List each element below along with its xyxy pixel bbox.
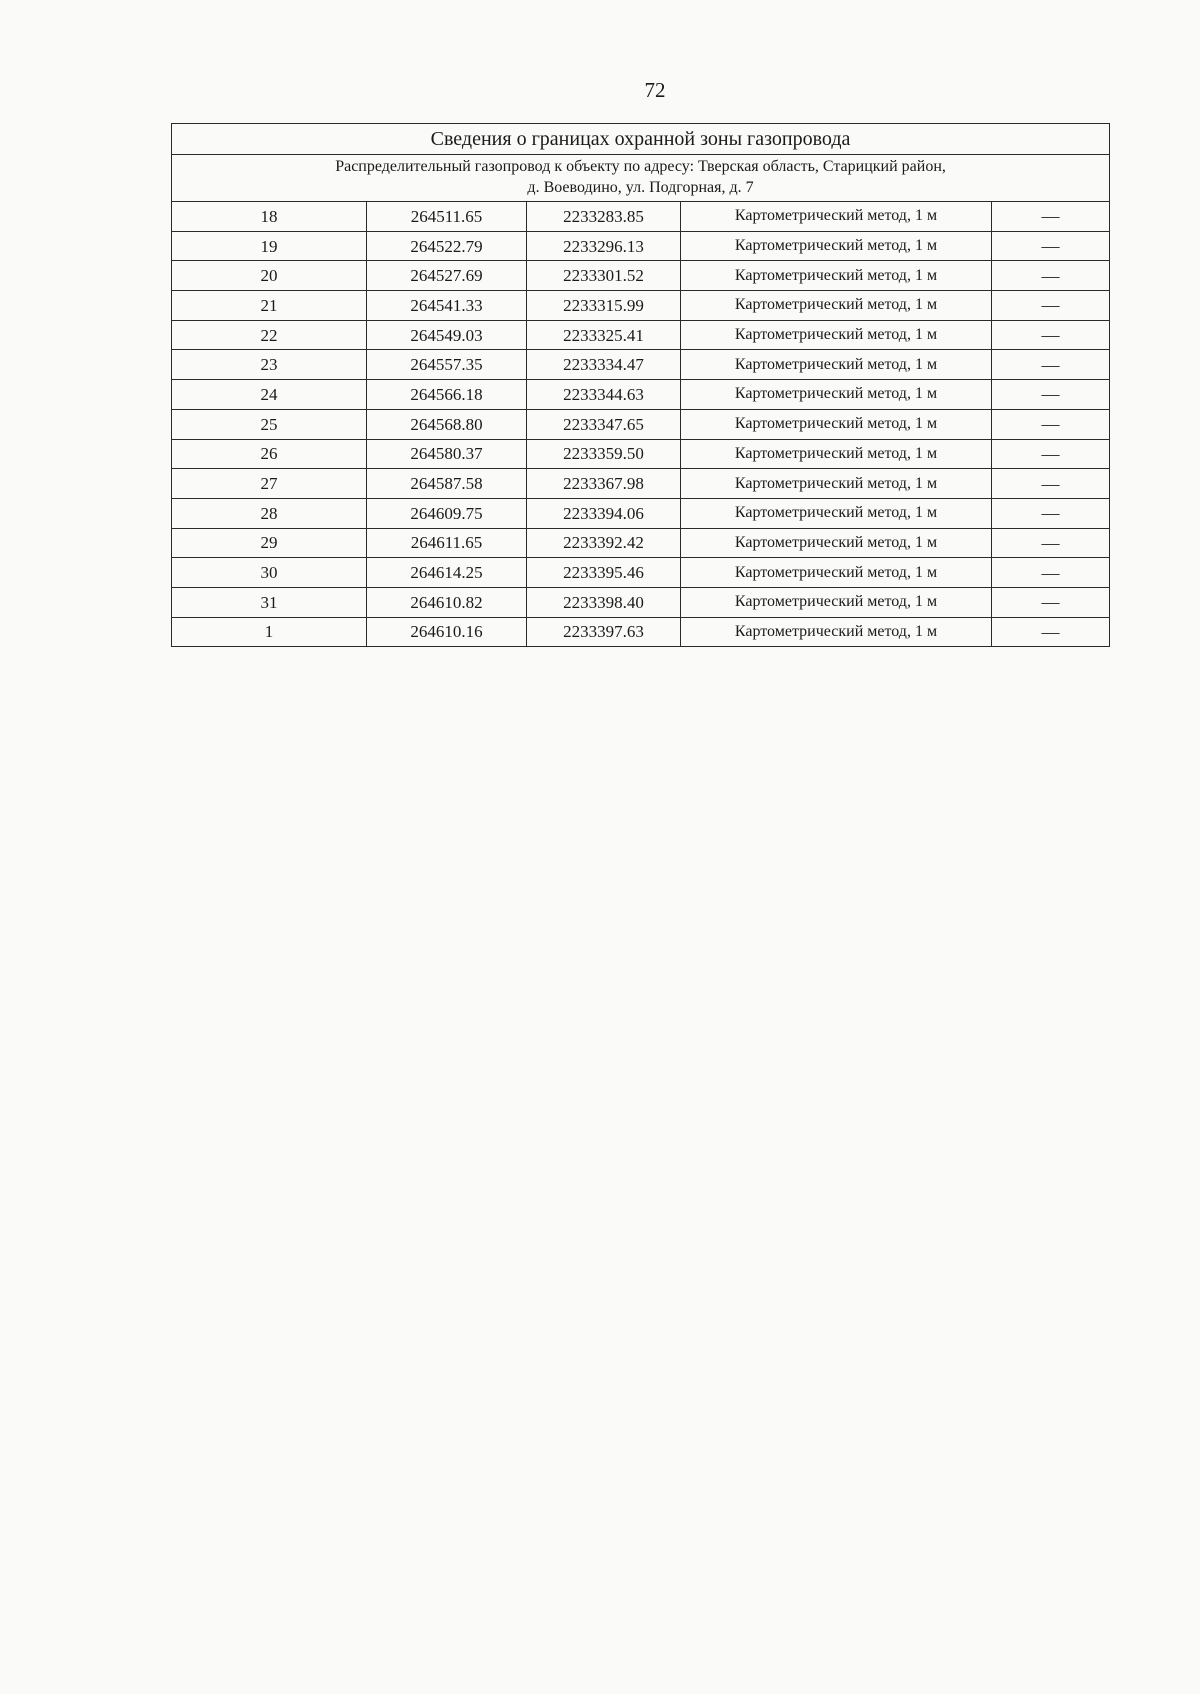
point-number-cell: 1	[172, 617, 367, 647]
table-subtitle-line2: д. Воеводино, ул. Подгорная, д. 7	[527, 179, 754, 196]
method-cell: Картометрический метод, 1 м	[681, 498, 992, 528]
x-coordinate-cell: 264549.03	[367, 320, 527, 350]
x-coordinate-cell: 264587.58	[367, 469, 527, 499]
y-coordinate-cell: 2233398.40	[527, 587, 681, 617]
table-title-row	[172, 124, 1110, 155]
y-coordinate-cell: 2233394.06	[527, 498, 681, 528]
point-number-cell: 20	[172, 261, 367, 291]
point-number-cell: 24	[172, 380, 367, 410]
note-cell: —	[992, 320, 1110, 350]
y-coordinate-cell: 2233334.47	[527, 350, 681, 380]
method-cell: Картометрический метод, 1 м	[681, 291, 992, 321]
note-cell: —	[992, 231, 1110, 261]
point-number-cell: 19	[172, 231, 367, 261]
method-cell: Картометрический метод, 1 м	[681, 558, 992, 588]
y-coordinate-cell: 2233283.85	[527, 202, 681, 232]
note-cell: —	[992, 528, 1110, 558]
x-coordinate-cell: 264611.65	[367, 528, 527, 558]
point-number-cell: 25	[172, 409, 367, 439]
table-row	[172, 291, 1110, 321]
method-cell: Картометрический метод, 1 м	[681, 261, 992, 291]
y-coordinate-cell: 2233347.65	[527, 409, 681, 439]
note-cell: —	[992, 469, 1110, 499]
y-coordinate-cell: 2233395.46	[527, 558, 681, 588]
x-coordinate-cell: 264614.25	[367, 558, 527, 588]
table-subtitle-line1: Распределительный газопровод к объекту по адресу: Тверская область, Старицкий район,	[335, 158, 946, 176]
table-subtitle	[172, 155, 1110, 202]
point-number-cell: 22	[172, 320, 367, 350]
y-coordinate-cell: 2233325.41	[527, 320, 681, 350]
method-cell: Картометрический метод, 1 м	[681, 439, 992, 469]
x-coordinate-cell: 264566.18	[367, 380, 527, 410]
table-row	[172, 528, 1110, 558]
x-coordinate-cell: 264511.65	[367, 202, 527, 232]
y-coordinate-cell: 2233397.63	[527, 617, 681, 647]
point-number-cell: 23	[172, 350, 367, 380]
note-cell: —	[992, 380, 1110, 410]
y-coordinate-cell: 2233315.99	[527, 291, 681, 321]
method-cell: Картометрический метод, 1 м	[681, 528, 992, 558]
note-cell: —	[992, 350, 1110, 380]
point-number-cell: 27	[172, 469, 367, 499]
method-cell: Картометрический метод, 1 м	[681, 469, 992, 499]
y-coordinate-cell: 2233301.52	[527, 261, 681, 291]
x-coordinate-cell: 264610.16	[367, 617, 527, 647]
point-number-cell: 28	[172, 498, 367, 528]
page-number: 72	[644, 78, 666, 102]
method-cell: Картометрический метод, 1 м	[681, 380, 992, 410]
x-coordinate-cell: 264522.79	[367, 231, 527, 261]
table-row	[172, 320, 1110, 350]
note-cell: —	[992, 558, 1110, 588]
table-row	[172, 439, 1110, 469]
table-body	[172, 124, 1110, 647]
method-cell: Картометрический метод, 1 м	[681, 320, 992, 350]
note-cell: —	[992, 261, 1110, 291]
method-cell: Картометрический метод, 1 м	[681, 617, 992, 647]
table-row	[172, 261, 1110, 291]
table-row	[172, 587, 1110, 617]
y-coordinate-cell: 2233392.42	[527, 528, 681, 558]
table-row	[172, 409, 1110, 439]
y-coordinate-cell: 2233367.98	[527, 469, 681, 499]
table-row	[172, 350, 1110, 380]
table-row	[172, 469, 1110, 499]
note-cell: —	[992, 202, 1110, 232]
point-number-cell: 26	[172, 439, 367, 469]
boundary-coordinates-table	[171, 123, 1110, 647]
table-row	[172, 558, 1110, 588]
table-row	[172, 231, 1110, 261]
x-coordinate-cell: 264580.37	[367, 439, 527, 469]
table-row	[172, 380, 1110, 410]
x-coordinate-cell: 264541.33	[367, 291, 527, 321]
table-subtitle-row	[172, 155, 1110, 202]
point-number-cell: 30	[172, 558, 367, 588]
method-cell: Картометрический метод, 1 м	[681, 350, 992, 380]
note-cell: —	[992, 409, 1110, 439]
method-cell: Картометрический метод, 1 м	[681, 231, 992, 261]
x-coordinate-cell: 264610.82	[367, 587, 527, 617]
point-number-cell: 18	[172, 202, 367, 232]
table-row	[172, 617, 1110, 647]
method-cell: Картометрический метод, 1 м	[681, 409, 992, 439]
table-row	[172, 498, 1110, 528]
method-cell: Картометрический метод, 1 м	[681, 587, 992, 617]
y-coordinate-cell: 2233344.63	[527, 380, 681, 410]
note-cell: —	[992, 617, 1110, 647]
table-title: Сведения о границах охранной зоны газопровода	[172, 124, 1110, 155]
note-cell: —	[992, 498, 1110, 528]
note-cell: —	[992, 291, 1110, 321]
x-coordinate-cell: 264568.80	[367, 409, 527, 439]
method-cell: Картометрический метод, 1 м	[681, 202, 992, 232]
x-coordinate-cell: 264527.69	[367, 261, 527, 291]
table-row	[172, 202, 1110, 232]
note-cell: —	[992, 587, 1110, 617]
point-number-cell: 31	[172, 587, 367, 617]
point-number-cell: 21	[172, 291, 367, 321]
y-coordinate-cell: 2233359.50	[527, 439, 681, 469]
point-number-cell: 29	[172, 528, 367, 558]
note-cell: —	[992, 439, 1110, 469]
y-coordinate-cell: 2233296.13	[527, 231, 681, 261]
x-coordinate-cell: 264609.75	[367, 498, 527, 528]
x-coordinate-cell: 264557.35	[367, 350, 527, 380]
